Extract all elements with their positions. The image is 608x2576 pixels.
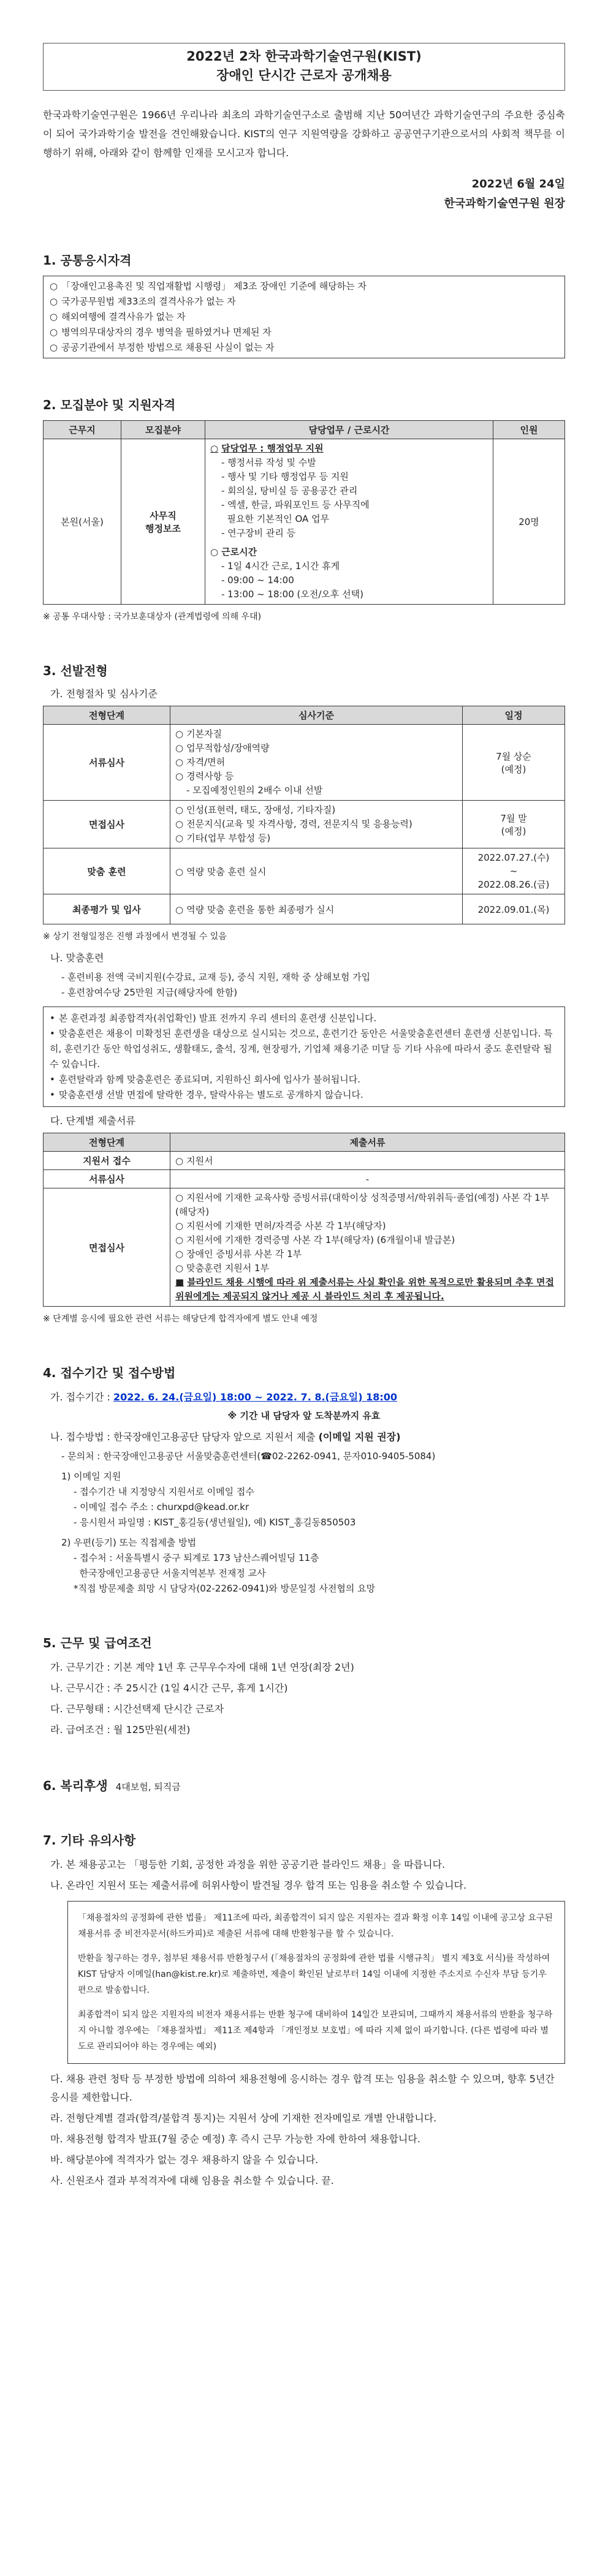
- criteria-item: ○ 전문지식(교육 및 자격사항, 경력, 전문지식 및 응용능력): [175, 817, 457, 831]
- schedule-cell: 2022.07.27.(수) ~ 2022.08.26.(금): [463, 848, 565, 894]
- period-value: 2022. 6. 24.(금요일) 18:00 ~ 2022. 7. 8.(금요일) 18:00: [113, 1391, 398, 1403]
- schedule-cell: 7월 상순 (예정): [463, 725, 565, 801]
- section-7-heading: 7. 기타 유의사항: [43, 1833, 136, 1848]
- return-paragraph: 「채용절차의 공정화에 관한 법률」 제11조에 따라, 최종합격이 되지 않은 지원자는 결과 확정 이후 14일 이내에 공고상 요구된 채용서류 중 비전자문서(하드카피)로 제출된 서류에 대해 반환청구를 할 수 있습니다.: [78, 1913, 553, 1939]
- benefits-text: 4대보험, 퇴직금: [115, 1781, 181, 1792]
- sub-ga: 가. 전형절차 및 심사기준: [50, 688, 158, 700]
- method-label: 나. 접수방법 : 한국장애인고용공단 담당자 앞으로 지원서 제출: [50, 1431, 316, 1443]
- hours-title: ○ 근로시간: [210, 545, 488, 559]
- post-item: *직접 방문제출 희망 시 담당자(02-2262-0941)와 방문일정 사전협의 요망: [74, 1583, 376, 1594]
- eligibility-item: ○ 공공기관에서 부정한 방법으로 채용된 사실이 없는 자: [50, 340, 558, 355]
- email-item: - 응시원서 파일명 : KIST_홍길동(생년월일), 예) KIST_홍길동850503: [74, 1517, 356, 1528]
- section-2-heading: 2. 모집분야 및 지원자격: [43, 398, 176, 412]
- period-label: 가. 접수기간 :: [50, 1391, 110, 1403]
- title-line-2: 장애인 단시간 근로자 공개채용: [216, 68, 392, 83]
- section-6-title: 6. 복리후생: [43, 1778, 108, 1793]
- col-stage: 전형단계: [44, 706, 170, 725]
- field-line-1: 사무직: [150, 510, 177, 521]
- eligibility-item: ○ 국가공무원법 제33조의 결격사유가 없는 자: [50, 294, 558, 309]
- method-line: [50, 1428, 565, 1446]
- training-notice-box: [43, 1007, 565, 1107]
- work-condition: 라. 급여조건 : 월 125만원(세전): [50, 1724, 191, 1736]
- criteria-item: - 모집예정인원의 2배수 이내 선발: [186, 785, 323, 796]
- training-notice: • 맞춤훈련은 채용이 미확정된 훈련생을 대상으로 실시되는 것으로, 훈련기간 동안은 서울맞춤훈련센터 훈련생 신분입니다. 특히, 훈련기간 동안 학업성취도, 생활태도, 출석, 징계, 현장평가, 기업체 채용기준 미달 등 기타 사유에 따라서 중도 훈련탈락 될 수 있습니다.: [50, 1026, 558, 1072]
- post-item: 한국장애인고용공단 서울지역본부 전재정 교사: [74, 1568, 266, 1579]
- documents-note: ※ 단계별 응시에 필요한 관련 서류는 해당단계 합격자에게 별도 안내 예정: [43, 1314, 318, 1324]
- doc-item: ○ 맞춤훈련 지원서 1부: [175, 1261, 560, 1275]
- hours-item: - 09:00 ~ 14:00: [221, 575, 294, 586]
- notice-date: 2022년 6월 24일: [471, 178, 565, 191]
- eligibility-item: ○ 해외여행에 결격사유가 없는 자: [50, 309, 558, 325]
- doc-stage-cell: 서류심사: [44, 1170, 170, 1188]
- schedule-note: ※ 상기 전형일정은 진행 과정에서 변경될 수 있음: [43, 932, 227, 942]
- criteria-cell: [170, 894, 463, 924]
- notice-item: 마. 채용전형 합격자 발표(7월 중순 예정) 후 즉시 근무 가능한 자에 한하여 채용합니다.: [50, 2133, 420, 2145]
- preference-note: ※ 공통 우대사항 : 국가보훈대상자 (관계법령에 의해 우대): [43, 612, 262, 622]
- duty-item: - 연구장비 관리 등: [221, 527, 296, 538]
- notice-item: 가. 본 채용공고는 「평등한 기회, 공정한 과정을 위한 공공기관 블라인드 채용」을 따릅니다.: [50, 1859, 446, 1870]
- criteria-cell: [170, 801, 463, 848]
- duty-item: - 엑셀, 한글, 파워포인트 등 사무직에: [221, 499, 370, 510]
- period-note: ※ 기간 내 담당자 앞 도착분까지 유효: [227, 1410, 381, 1421]
- col-field: 모집분야: [121, 421, 205, 439]
- criteria-item: ○ 기타(업무 부합성 등): [175, 831, 457, 845]
- doc-stage-cell: 면접심사: [44, 1188, 170, 1307]
- post-title: 2) 우편(등기) 또는 직접제출 방법: [61, 1537, 197, 1548]
- doc-item: ○ 지원서에 기재한 교육사항 증빙서류(대학이상 성적증명서/학위취득·졸업(예정) 사본 각 1부(해당자): [175, 1191, 560, 1219]
- doc-stage-cell: 지원서 접수: [44, 1152, 170, 1170]
- section-5-heading: 5. 근무 및 급여조건: [43, 1636, 152, 1650]
- contact-line: - 문의처 : 한국장애인고용공단 서울맞춤훈련센터(☎02-2262-0941, 문자010-9405-5084): [61, 1451, 436, 1462]
- criteria-item: ○ 역량 맞춤 훈련 실시: [175, 865, 457, 878]
- intro-text: 한국과학기술연구원은 1966년 우리나라 최초의 과학기술연구소로 출범해 지난 50여년간 과학기술연구의 주요한 중심축이 되어 국가과학기술 발전을 견인해왔습니다. KIST의 연구 지원역량을 강화하고 공공연구기관으로서의 사회적 책무를 이행하기 위해, 아래와 같이 함께할 인재를 모시고자 합니다.: [43, 109, 565, 159]
- section-3-heading: 3. 선발전형: [43, 663, 108, 678]
- duty-item: 필요한 기본적인 OA 업무: [221, 513, 330, 524]
- duty-title: ○ 담당업무 : 행정업무 지원: [210, 442, 488, 456]
- stage-cell: 맞춤 훈련: [44, 848, 170, 894]
- notice-item: 다. 채용 관련 청탁 등 부정한 방법에 의하여 채용전형에 응시하는 경우 합격 또는 임용을 취소할 수 있으며, 향후 5년간 응시를 제한합니다.: [50, 2073, 555, 2103]
- col-count: 인원: [493, 421, 565, 439]
- criteria-item: ○ 기본자질: [175, 727, 457, 741]
- col-criteria: 심사기준: [170, 706, 463, 725]
- email-item: - 접수기간 내 지정양식 지원서로 이메일 접수: [74, 1486, 254, 1497]
- criteria-item: ○ 경력사항 등: [175, 769, 457, 784]
- post-item: - 접수처 : 서울특별시 중구 퇴계로 173 남산스퀘어빌딩 11층: [74, 1552, 319, 1563]
- notice-item: 나. 온라인 지원서 또는 제출서류에 허위사항이 발견될 경우 합격 또는 임용을 취소할 수 있습니다.: [50, 1879, 467, 1891]
- selection-table: [43, 706, 565, 924]
- return-paragraph: 반환을 청구하는 경우, 첨부된 채용서류 반환청구서 (「채용절차의 공정화에 관한 법률 시행규칙」 별지 제3호 서식)를 작성하여 KIST 담당자 이메일(han@kist.re.kr)로 제출하면, 제출이 확인된 날로부터 14일 이내에 지정한 주소지로 수신자 부담 등기우편으로 발송합니다.: [78, 1954, 550, 1995]
- return-paragraph: 최종합격이 되지 않은 지원자의 비전자 채용서류는 반환 청구에 대비하여 14일간 보관되며, 그때까지 채용서류의 반환을 청구하지 아니할 경우에는 「채용절차법」 제11조 제4항과 「개인정보 보호법」에 따라 지체 없이 파기합니다. (다른 법령에 따라 별도로 관리되어야 하는 경우에는 예외): [78, 2010, 553, 2052]
- hours-item: - 13:00 ~ 18:00 (오전/오후 선택): [221, 589, 363, 600]
- criteria-item: ○ 업무적합성/장애역량: [175, 741, 457, 755]
- field-line-2: 행정보조: [145, 523, 181, 534]
- section-1-heading: 1. 공통응시자격: [43, 253, 132, 268]
- training-item: - 훈련참여수당 25만원 지급(해당자에 한함): [61, 987, 238, 998]
- training-notice: • 훈련탈락과 함께 맞춤훈련은 종료되며, 지원하신 회사에 입사가 불허됩니다.: [50, 1072, 558, 1087]
- notice-item: 바. 해당분야에 적격자가 없는 경우 채용하지 않을 수 있습니다.: [50, 2154, 319, 2166]
- notice-org: 한국과학기술연구원 원장: [444, 197, 565, 210]
- blind-warning: ■ 블라인드 채용 시행에 따라 위 제출서류는 사실 확인을 위한 목적으로만 활용되며 추후 면접위원에게는 제공되지 않거나 제공 시 블라인드 처리 후 제공됩니다.: [175, 1275, 560, 1304]
- col-doc-list: 제출서류: [170, 1133, 565, 1152]
- eligibility-item: ○ 병역의무대상자의 경우 병역을 필하였거나 면제된 자: [50, 325, 558, 340]
- schedule-cell: 2022.09.01.(목): [463, 894, 565, 924]
- period-line: [50, 1388, 565, 1407]
- training-notice: • 본 훈련과정 최종합격자(취업확인) 발표 전까지 우리 센터의 훈련생 신분입니다.: [50, 1011, 558, 1026]
- email-item: - 이메일 접수 주소 : churxpd@kead.or.kr: [74, 1501, 249, 1513]
- notice-item: 사. 신원조사 결과 부적격자에 대해 임용을 취소할 수 있습니다. 끝.: [50, 2175, 334, 2186]
- section-4-heading: 4. 접수기간 및 접수방법: [43, 1365, 176, 1380]
- duty-item: - 행사 및 기타 행정업무 등 지원: [221, 471, 349, 482]
- col-location: 근무지: [44, 421, 121, 439]
- document: [43, 43, 565, 2193]
- training-notice: • 맞춤훈련생 선발 면접에 탈락한 경우, 탈락사유는 별도로 공개하지 않습니다.: [50, 1087, 558, 1103]
- criteria-cell: [170, 848, 463, 894]
- col-duty: 담당업무 / 근로시간: [205, 421, 493, 439]
- stage-cell: 서류심사: [44, 725, 170, 801]
- work-condition: 나. 근무시간 : 주 25시간 (1일 4시간 근무, 휴게 1시간): [50, 1682, 288, 1694]
- doc-list-cell: -: [170, 1170, 565, 1188]
- doc-item: ○ 지원서에 기재한 면허/자격증 사본 각 1부(해당자): [175, 1219, 560, 1233]
- location-cell: 본원(서울): [44, 439, 121, 605]
- doc-list-cell: [170, 1152, 565, 1170]
- document-return-box: [67, 1901, 565, 2064]
- eligibility-box: [43, 276, 565, 358]
- stage-cell: 면접심사: [44, 801, 170, 848]
- doc-item: ○ 지원서: [175, 1154, 560, 1167]
- eligibility-item: ○ 「장애인고용촉진 및 직업재활법 시행령」 제3조 장애인 기준에 해당하는 자: [50, 279, 558, 294]
- documents-table: [43, 1133, 565, 1307]
- criteria-item: ○ 자격/면허: [175, 755, 457, 769]
- recruit-table: [43, 420, 565, 605]
- method-emphasis: (이메일 지원 권장): [318, 1431, 401, 1443]
- stage-cell: 최종평가 및 입사: [44, 894, 170, 924]
- duty-item: - 행정서류 작성 및 수발: [221, 457, 316, 468]
- count-cell: 20명: [493, 439, 565, 605]
- training-item: - 훈련비용 전액 국비지원(수강료, 교재 등), 중식 지원, 재학 중 상해보험 가입: [61, 972, 371, 983]
- duty-cell: [205, 439, 493, 605]
- doc-list-cell: [170, 1188, 565, 1307]
- notice-item: 라. 전형단계별 결과(합격/불합격 통지)는 지원서 상에 기재한 전자메일로 개별 안내합니다.: [50, 2112, 437, 2124]
- criteria-cell: [170, 725, 463, 801]
- criteria-item: ○ 역량 맞춤 훈련을 통한 최종평가 실시: [175, 903, 457, 916]
- sub-da: 다. 단계별 제출서류: [50, 1115, 135, 1127]
- schedule-cell: 7월 말 (예정): [463, 801, 565, 848]
- doc-item: ○ 지원서에 기재한 경력증명 사본 각 1부(해당자) (6개월이내 발급본): [175, 1233, 560, 1247]
- col-schedule: 일정: [463, 706, 565, 725]
- section-6-heading: [43, 1776, 565, 1794]
- title-line-1: 2022년 2차 한국과학기술연구원(KIST): [186, 49, 422, 64]
- hours-item: - 1일 4시간 근로, 1시간 휴게: [221, 561, 340, 572]
- title-box: [43, 43, 565, 91]
- field-cell: [121, 439, 205, 605]
- work-condition: 가. 근무기간 : 기본 계약 1년 후 근무우수자에 대해 1년 연장(최장 2년): [50, 1661, 354, 1673]
- email-title: 1) 이메일 지원: [61, 1471, 121, 1482]
- sub-na: 나. 맞춤훈련: [50, 952, 104, 964]
- work-condition: 다. 근무형태 : 시간선택제 단시간 근로자: [50, 1703, 224, 1715]
- col-doc-stage: 전형단계: [44, 1133, 170, 1152]
- criteria-item: ○ 인성(표현력, 태도, 장애성, 기타자질): [175, 803, 457, 817]
- duty-item: - 회의실, 탕비실 등 공용공간 관리: [221, 485, 358, 496]
- doc-item: ○ 장애인 증빙서류 사본 각 1부: [175, 1247, 560, 1261]
